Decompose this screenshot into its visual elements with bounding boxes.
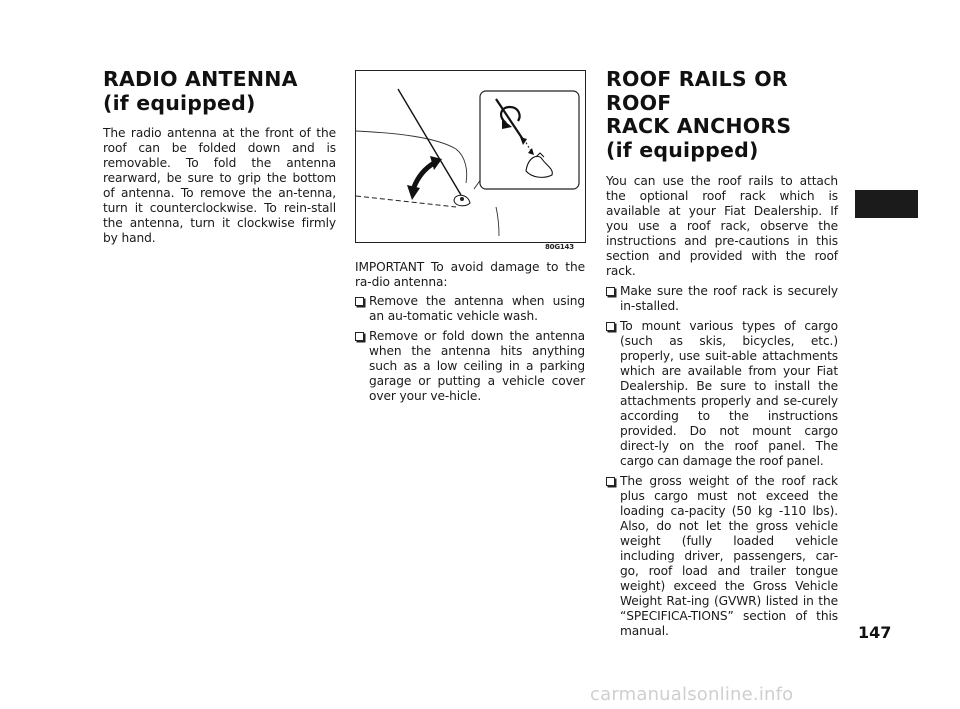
roof-rails-section [606, 68, 838, 639]
watermark: carmanualsonline.info [590, 684, 794, 705]
roof-edge-line [456, 149, 467, 183]
bullet-text: Remove or fold down the antenna when the antenna hits anything such as a low ceiling in a parking garage or putting a vehicle cover over your ve-hicle. [369, 329, 585, 403]
folded-antenna-dashed [356, 196, 456, 207]
antenna-base-dot [460, 197, 464, 201]
bullet-text: Remove the antenna when using an au-tomatic vehicle wash. [369, 294, 585, 323]
bullet-text: Make sure the roof rack is securely in-stalled. [620, 284, 838, 313]
page-number: 147 [858, 623, 892, 642]
roof-rails-heading [606, 68, 838, 162]
roof-rails-heading-line2: RACK ANCHORS [606, 114, 792, 138]
roof-rails-heading-line3: (if equipped) [606, 137, 759, 162]
list-item [606, 284, 838, 314]
antenna-caution-list [355, 294, 585, 404]
roof-line [356, 131, 456, 149]
radio-antenna-section [103, 68, 336, 246]
body-line [496, 207, 499, 236]
fold-arrow-head-down [407, 185, 420, 200]
section-tab-marker [855, 190, 918, 218]
checkbox-bullet-icon [355, 297, 364, 306]
list-item [606, 474, 838, 639]
radio-antenna-heading-line2: (if equipped) [103, 90, 256, 115]
important-note: IMPORTANT To avoid damage to the ra-dio antenna: [355, 260, 585, 289]
antenna-caution-section [355, 260, 585, 404]
antenna-mast [398, 89, 461, 195]
radio-antenna-heading [103, 68, 336, 115]
list-item [606, 319, 838, 469]
checkbox-bullet-icon [606, 322, 615, 331]
fold-arrow-shaft [414, 163, 434, 187]
radio-antenna-heading-line1: RADIO ANTENNA [103, 67, 298, 91]
checkbox-bullet-icon [606, 477, 615, 486]
bullet-text: To mount various types of cargo (such as skis, bicycles, etc.) properly, use suit-able attachments which are available from your Fiat Dealership. Be sure to install the attachments properly and se-curely according to the instructions provided. Do not mount cargo direct-ly on the roof panel. The cargo can damage the roof panel. [620, 319, 838, 468]
list-item [355, 294, 585, 324]
checkbox-bullet-icon [355, 332, 364, 341]
antenna-illustration [355, 70, 586, 243]
roof-rails-intro: You can use the roof rails to attach the optional roof rack which is available at your Fiat Dealership. If you use a roof rack, observe the instructions and pre-cautions in this section and provided with the roof rack. [606, 174, 838, 278]
radio-antenna-body: The radio antenna at the front of the roof can be folded down and is removable. To fold the antenna rearward, be sure to grip the bottom of antenna. To remove the an-tenna, turn it counterclockwise. To rein-stall the antenna, turn it clockwise firmly by hand. [103, 126, 336, 245]
bullet-text: The gross weight of the roof rack plus cargo must not exceed the loading ca-pacity (50 kg -110 lbs). Also, do not let the gross vehicle weight (fully loaded vehicle including driver, passengers, car-go, roof load and trailer tongue weight) exceed the Gross Vehicle Weight Rat-ing (GVWR) listed in the “SPECIFICA-TIONS” section of this manual. [620, 474, 838, 638]
list-item [355, 329, 585, 404]
antenna-diagram [356, 71, 585, 242]
roof-rails-list [606, 284, 838, 639]
figure-code: 80G143 [545, 243, 574, 251]
checkbox-bullet-icon [606, 287, 615, 296]
roof-rails-heading-line1: ROOF RAILS OR ROOF [606, 67, 788, 115]
